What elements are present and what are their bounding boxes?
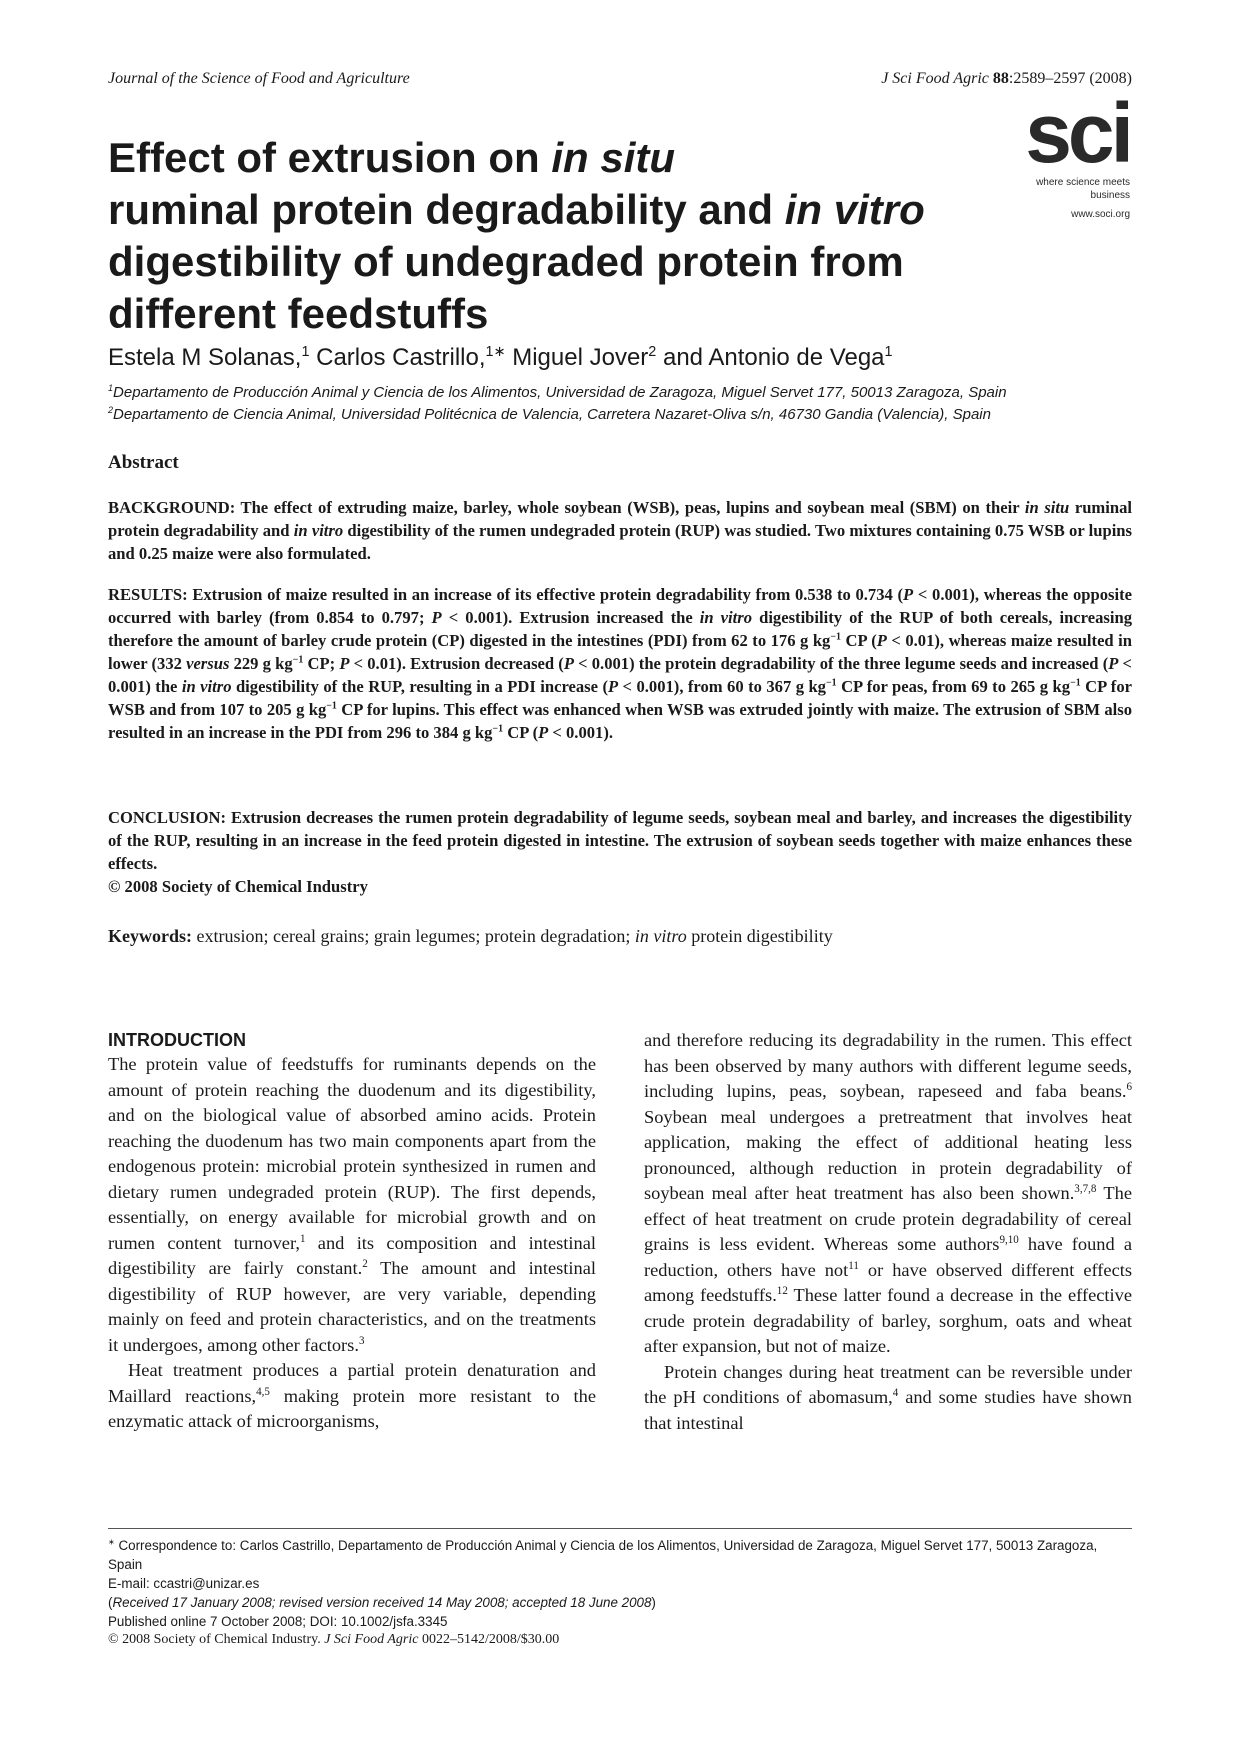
paragraph: and therefore reducing its degradability in the rumen. This effect has been observed by many authors with different legume seeds, including lupins, peas, soybean, rapeseed and faba beans.$^6$ Soybean meal undergoes a pretreatment that involves heat application, making the effect of additional heating less pronounced, although reduction in protein degradability of soybean meal after heat treatment has also been shown.$^{3,7,8}$ The effect of heat treatment on crude protein degradability of cereal grains is less evident. Whereas some authors$^{9,10}$ have found a reduction, others have not$^{11}$ or have observed different effects among feedstuffs.$^{12}$ These latter found a decrease in the effective crude protein degradability of barley, sorghum, oats and wheat after expansion, but not of maize. (644, 1030, 1133, 1356)
paragraph: Protein changes during heat treatment can be reversible under the pH conditions of abomasum,$^4$ and some studies have shown that intestinal (644, 1361, 1133, 1433)
logo-mark: sci (1025, 86, 1130, 180)
abstract-copyright: © 2008 Society of Chemical Industry (108, 877, 368, 896)
abstract-conclusion: CONCLUSION: Extrusion decreases the rumen protein degradability of legume seeds, soybean meal and barley, and increases the digestibility of the RUP, resulting in an increase in the feed protein digested in intestine. The extrusion of soybean seeds together with maize enhances these effects. © 2008 Society of Chemical Industry (108, 808, 1132, 896)
author-list: Estela M Solanas,$^1$ Carlos Castrillo,$^{1∗}$ Miguel Jover$^2$ and Antonio de Vega$^1$ (108, 344, 893, 371)
abstract-results: RESULTS: Extrusion of maize resulted in an increase of its effective protein degradability from 0.538 to 0.734 (P < 0.001), whereas the opposite occurred with barley (from 0.854 to 0.797; P < 0.001). Extrusion increased the in vitro digestibility of the RUP of both cereals, increasing therefore the amount of barley crude protein (CP) digested in the intestines (PDI) from 62 to 176 g $kg^{-1}$ CP (P < 0.01), whereas maize resulted in lower (332 versus 229 g $kg^{-1}$ CP; P < 0.01). Extrusion decreased (P < 0.001) the protein degradability of the three legume seeds and increased (P < 0.001) the in vitro digestibility of the RUP, resulting in a PDI increase (P < 0.001), from 60 to 367 g $kg^{-1}$ CP for peas, from 69 to 265 g $kg^{-1}$ CP for WSB and from 107 to 205 g $kg^{-1}$ CP for lupins. This effect was enhanced when WSB was extruded jointly with maize. The extrusion of SBM also resulted in an increase in the PDI from 296 to 384 g $kg^{-1}$ CP (P < 0.001). (108, 585, 1133, 742)
section-heading-introduction: INTRODUCTION (108, 1030, 246, 1050)
abstract-heading: Abstract (108, 452, 179, 473)
body-column-right (644, 1028, 1132, 1436)
keywords: Keywords: extrusion; cereal grains; grain legumes; protein degradation; in vitro protein digestibility (108, 926, 833, 946)
article-title: Effect of extrusion on in situ ruminal protein degradability and in vitro digestibility of undegraded protein from different feedstuffs (108, 134, 925, 337)
running-header-journal: Journal of the Science of Food and Agriculture (108, 70, 410, 87)
logo-url: www.soci.org (1071, 209, 1130, 220)
footnotes (108, 1536, 1132, 1631)
publication-info: Published online 7 October 2008; DOI: 10.1002/jsfa.3345 (108, 1614, 448, 1629)
keywords-label: Keywords: (108, 926, 192, 946)
body-column-left (108, 1028, 596, 1435)
citation-journal: J Sci Food Agric (881, 70, 989, 87)
paragraph: Heat treatment produces a partial protein denaturation and Maillard reactions,$^{4,5}$ making protein more resistant to the enzymatic attack of microorganisms, (108, 1360, 597, 1431)
citation-pages: :2589–2597 (2008) (1008, 70, 1132, 87)
received-dates: (Received 17 January 2008; revised version received 14 May 2008; accepted 18 June 2008) (108, 1595, 656, 1610)
sci-logo (1010, 86, 1130, 220)
correspondence-note: ∗ Correspondence to: Carlos Castrillo, Departamento de Producción Animal y Ciencia de los Alimentos, Universidad de Zaragoza, Miguel Servet 177, 50013 Zaragoza, Spain (108, 1537, 1098, 1572)
affiliation-1: $^1$Departamento de Producción Animal y Ciencia de los Alimentos, Universidad de Zaragoza, Miguel Servet 177, 50013 Zaragoza, Spain (108, 383, 1007, 401)
citation-volume: 88 (992, 70, 1009, 87)
affiliation-2: $^2$Departamento de Ciencia Animal, Universidad Politécnica de Valencia, Carretera Nazaret-Oliva s/n, 46730 Gandia (Valencia), Spain (108, 405, 991, 423)
copyright-line: © 2008 Society of Chemical Industry. J Sci Food Agric 0022–5142/2008/$30.00 (108, 1632, 560, 1647)
paragraph: The protein value of feedstuffs for ruminants depends on the amount of protein reaching the duodenum and its digestibility, and on the biological value of absorbed amino acids. Protein reaching the duodenum has two main components apart from the endogenous protein: microbial protein synthesized in rumen and dietary rumen undegraded protein (RUP). The first depends, essentially, on energy available for microbial growth and on rumen content turnover,$^1$ and its composition and intestinal digestibility are fairly constant.$^2$ The amount and intestinal digestibility of RUP however, are very variable, depending mainly on feed and protein characteristics, and on the treatments it undergoes, among other factors.$^3$ (108, 1054, 596, 1355)
email-line: E-mail: ccastri@unizar.es (108, 1576, 260, 1591)
logo-tagline: where science meets business (1036, 177, 1130, 201)
abstract-background: BACKGROUND: The effect of extruding maize, barley, whole soybean (WSB), peas, lupins and soybean meal (SBM) on their in situ ruminal protein degradability and in vitro digestibility of the rumen undegraded protein (RUP) was studied. Two mixtures containing 0.75 WSB or lupins and 0.25 maize were also formulated. (108, 498, 1132, 563)
footnote-divider (108, 1528, 1132, 1529)
